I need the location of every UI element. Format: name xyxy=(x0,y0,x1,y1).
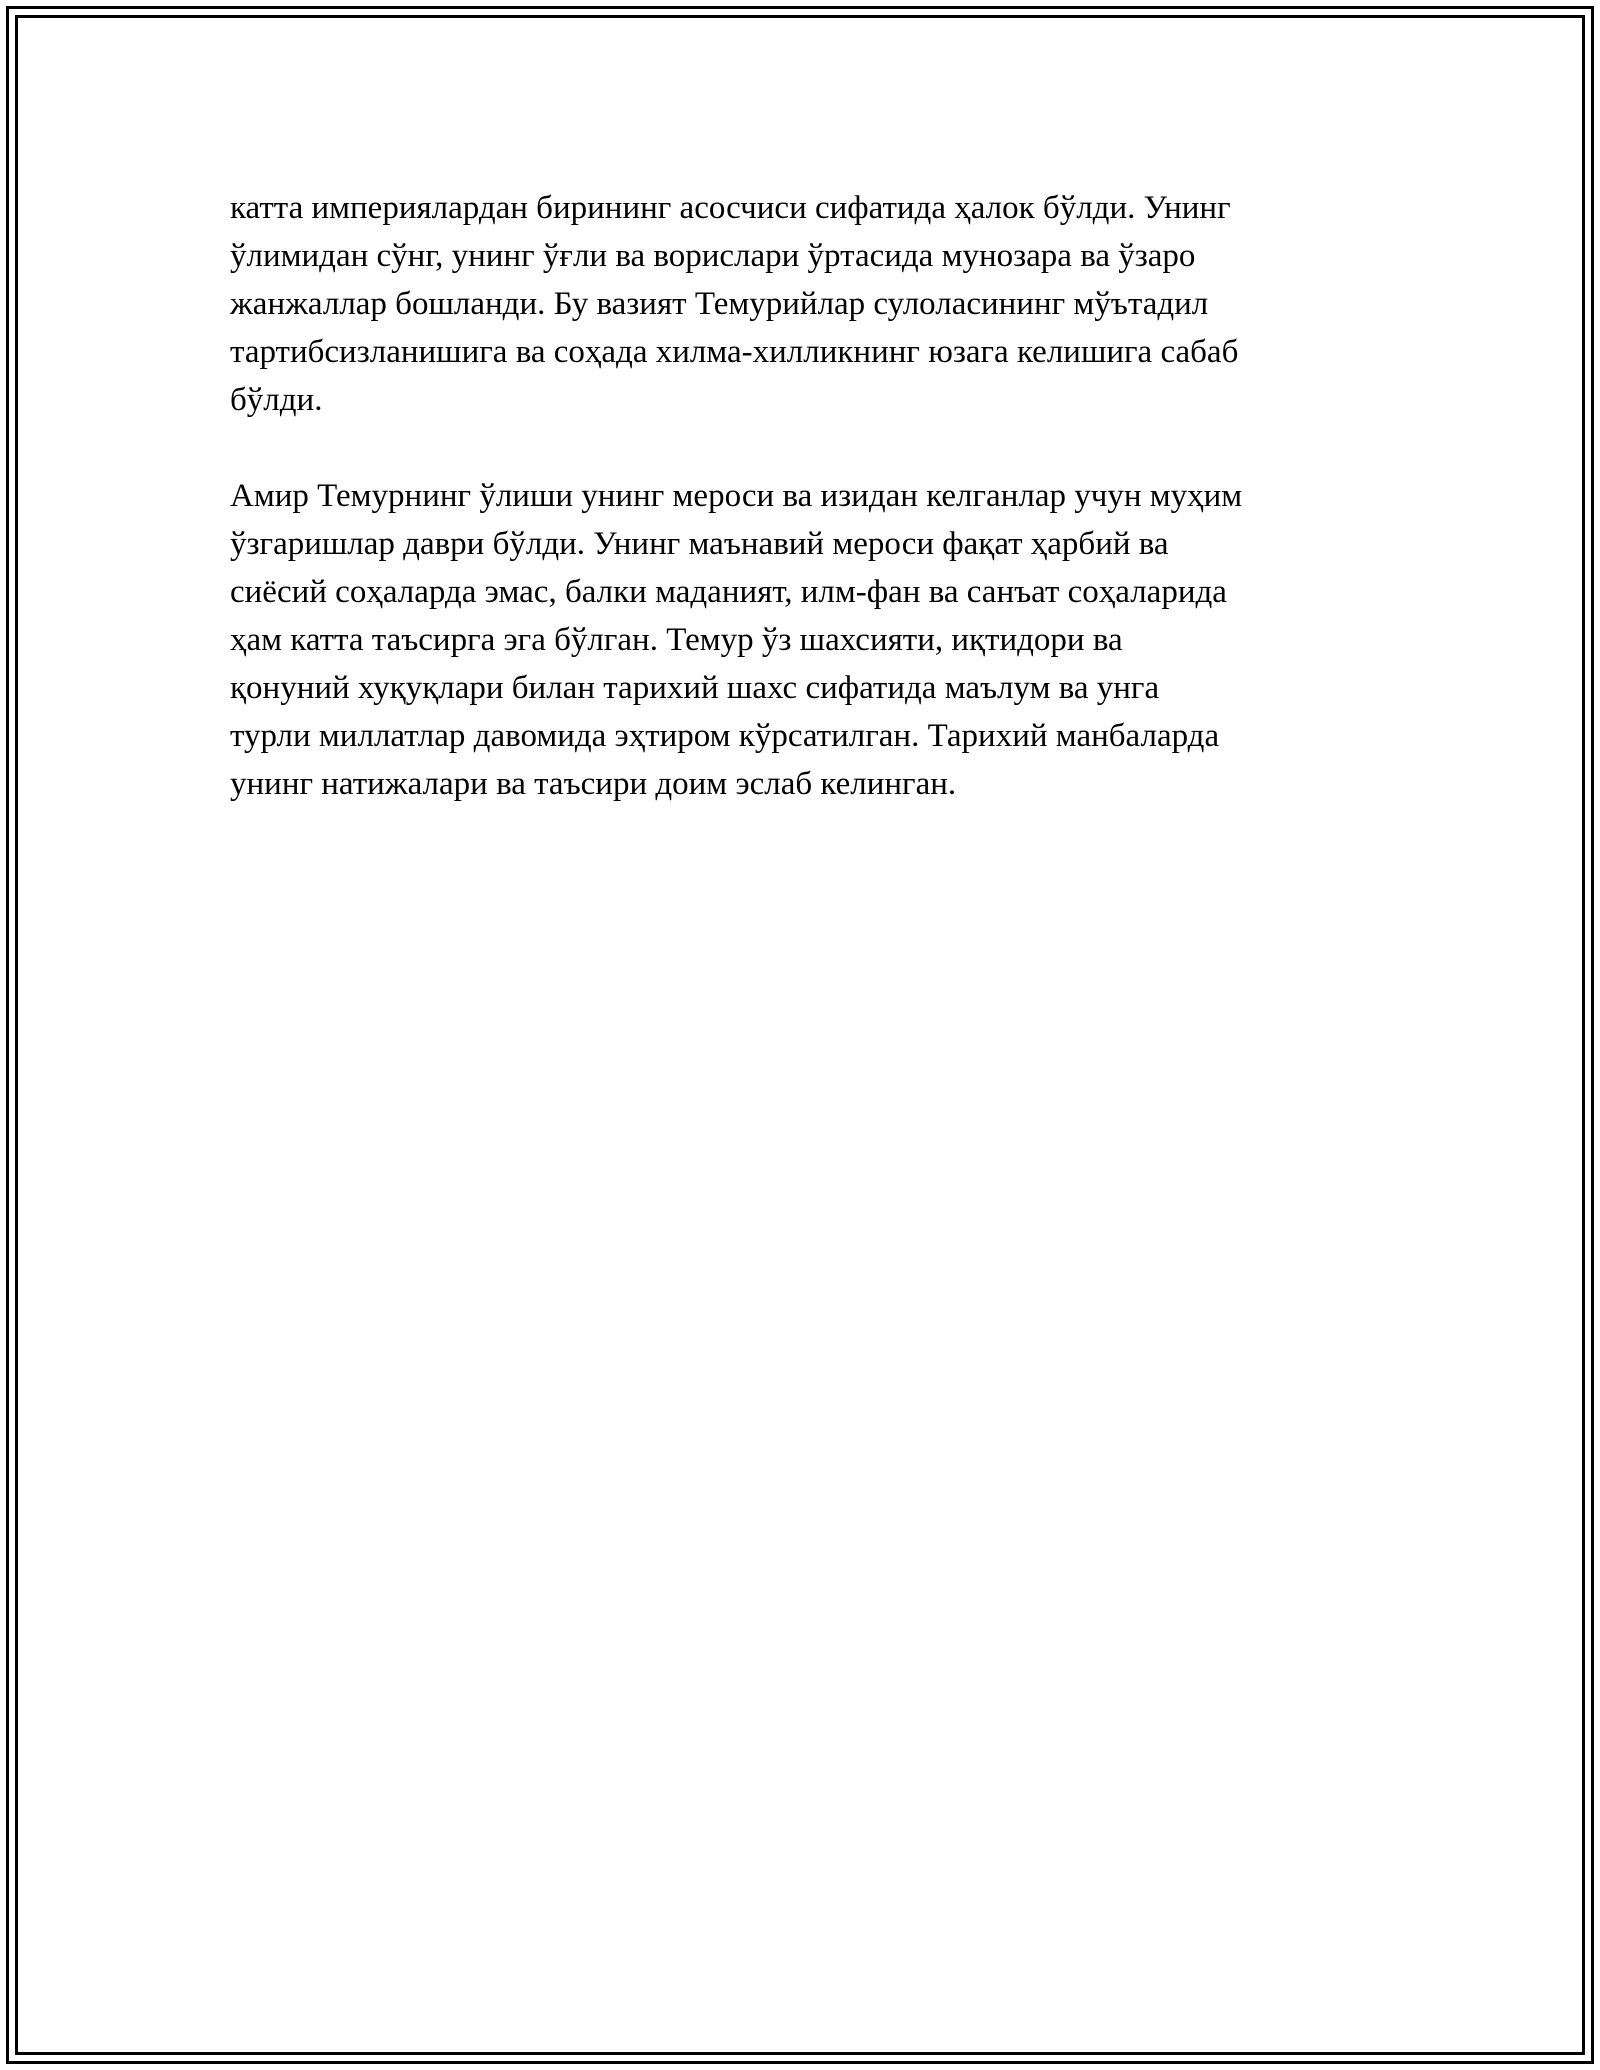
text-line: турли миллатлар давомида эҳтиром кўрсатилган. Тарихий манбаларда xyxy=(230,718,1220,754)
paragraph-1 xyxy=(230,184,1380,424)
paragraph-2 xyxy=(230,472,1380,808)
text-line: тартибсизланишига ва соҳада хилма-хилликнинг юзага келишига сабаб xyxy=(230,334,1239,370)
text-line: жанжаллар бошланди. Бу вазият Темурийлар сулоласининг мўътадил xyxy=(230,286,1209,322)
text-line: сиёсий соҳаларда эмас, балки маданият, илм-фан ва санъат соҳаларида xyxy=(230,574,1227,610)
text-line: катта империялардан бирининг асосчиси сифатида ҳалок бўлди. Унинг xyxy=(230,190,1231,226)
text-line: ўзгаришлар даври бўлди. Унинг маънавий мероси фақат ҳарбий ва xyxy=(230,526,1169,562)
text-line: унинг натижалари ва таъсири доим эслаб келинган. xyxy=(230,766,957,802)
text-line: қонуний хуқуқлари билан тарихий шахс сифатида маълум ва унга xyxy=(230,670,1160,706)
text-line: бўлди. xyxy=(230,382,323,418)
text-line: Амир Темурнинг ўлиши унинг мероси ва изидан келганлар учун муҳим xyxy=(230,478,1243,514)
text-line: ҳам катта таъсирга эга бўлган. Темур ўз шахсияти, иқтидори ва xyxy=(230,622,1123,658)
text-line: ўлимидан сўнг, унинг ўғли ва ворислари ўртасида мунозара ва ўзаро xyxy=(230,238,1196,274)
document-body xyxy=(230,184,1380,808)
paragraph-spacer xyxy=(230,424,1380,472)
